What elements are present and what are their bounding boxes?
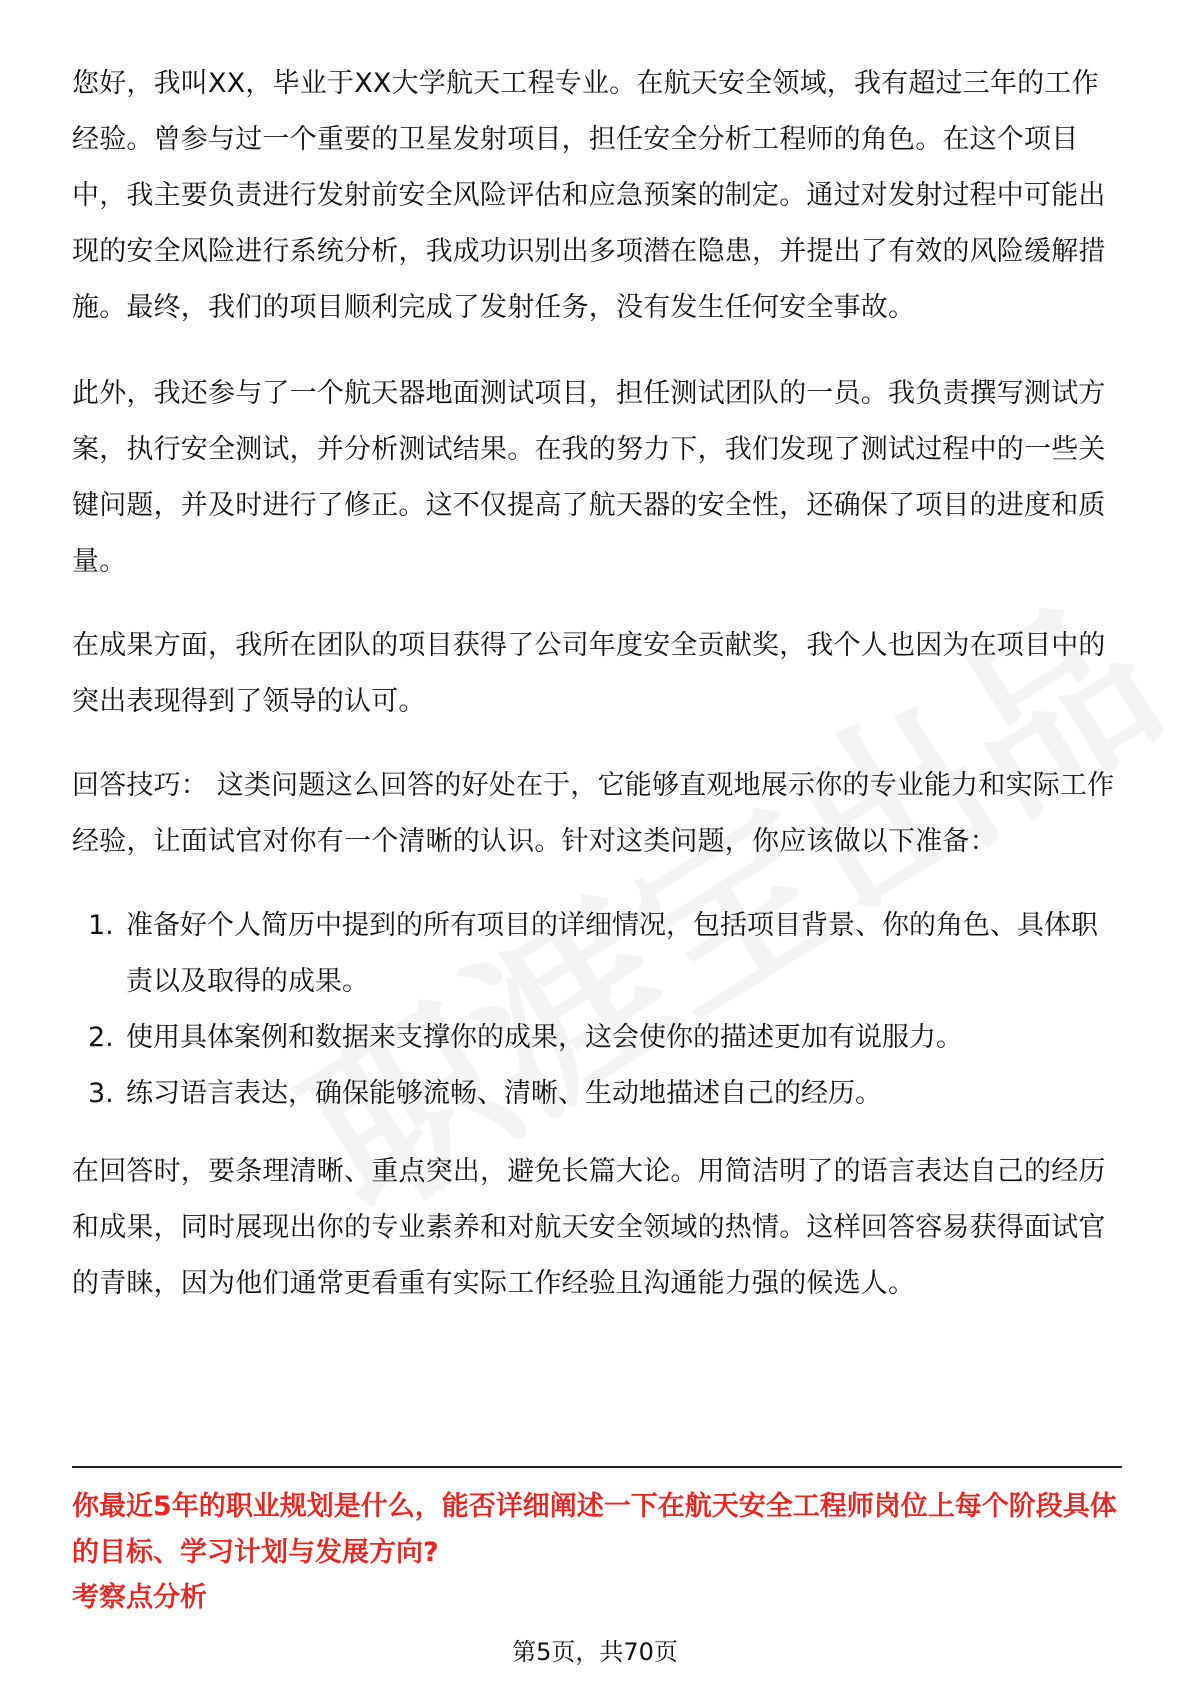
list-item-number: 3.	[88, 1078, 114, 1109]
list-item-number: 2.	[88, 1022, 114, 1053]
list-item	[72, 1010, 1122, 1066]
list-item-text: 使用具体案例和数据来支撑你的成果，这会使你的描述更加有说服力。	[126, 1022, 963, 1053]
list-item	[72, 1066, 1122, 1122]
list-item	[72, 898, 1122, 1010]
paragraph-experience-intro: 您好，我叫XX，毕业于XX大学航天工程专业。在航天安全领域，我有超过三年的工作经验。曾参与过一个重要的卫星发射项目，担任安全分析工程师的角色。在这个项目中，我主要负责进行发射前安全风险评估和应急预案的制定。通过对发射过程中可能出现的安全风险进行系统分析，我成功识别出多项潜在隐患，并提出了有效的风险缓解措施。最终，我们的项目顺利完成了发射任务，没有发生任何安全事故。	[72, 68, 1106, 323]
paragraph-achievements: 在成果方面，我所在团队的项目获得了公司年度安全贡献奖，我个人也因为在项目中的突出表现得到了领导的认可。	[72, 630, 1106, 717]
list-item-text: 练习语言表达，确保能够流畅、清晰、生动地描述自己的经历。	[126, 1078, 882, 1109]
paragraph-answer-advice: 在回答时，要条理清晰、重点突出，避免长篇大论。用简洁明了的语言表达自己的经历和成果，同时展现出你的专业素养和对航天安全领域的热情。这样回答容易获得面试官的青睐，因为他们通常更看重有实际工作经验且沟通能力强的候选人。	[72, 1156, 1106, 1299]
preparation-list	[72, 898, 1122, 1122]
list-item-number: 1.	[88, 910, 114, 941]
page-number-footer: 第5页，共70页	[512, 1638, 678, 1666]
list-item-text: 准备好个人简历中提到的所有项目的详细情况，包括项目背景、你的角色、具体职责以及取得的成果。	[126, 910, 1098, 997]
paragraph-ground-test: 此外，我还参与了一个航天器地面测试项目，担任测试团队的一员。我负责撰写测试方案，执行安全测试，并分析测试结果。在我的努力下，我们发现了测试过程中的一些关键问题，并及时进行了修正。这不仅提高了航天器的安全性，还确保了项目的进度和质量。	[72, 378, 1106, 577]
interview-question: 你最近5年的职业规划是什么，能否详细阐述一下在航天安全工程师岗位上每个阶段具体的目标、学习计划与发展方向?	[72, 1491, 1117, 1568]
section-subheading: 考察点分析	[72, 1582, 207, 1613]
paragraph-answer-tips: 回答技巧： 这类问题这么回答的好处在于，它能够直观地展示你的专业能力和实际工作经验，让面试官对你有一个清晰的认识。针对这类问题，你应该做以下准备：	[72, 770, 1115, 857]
main-content	[72, 56, 1122, 1340]
section-divider	[72, 1466, 1122, 1468]
